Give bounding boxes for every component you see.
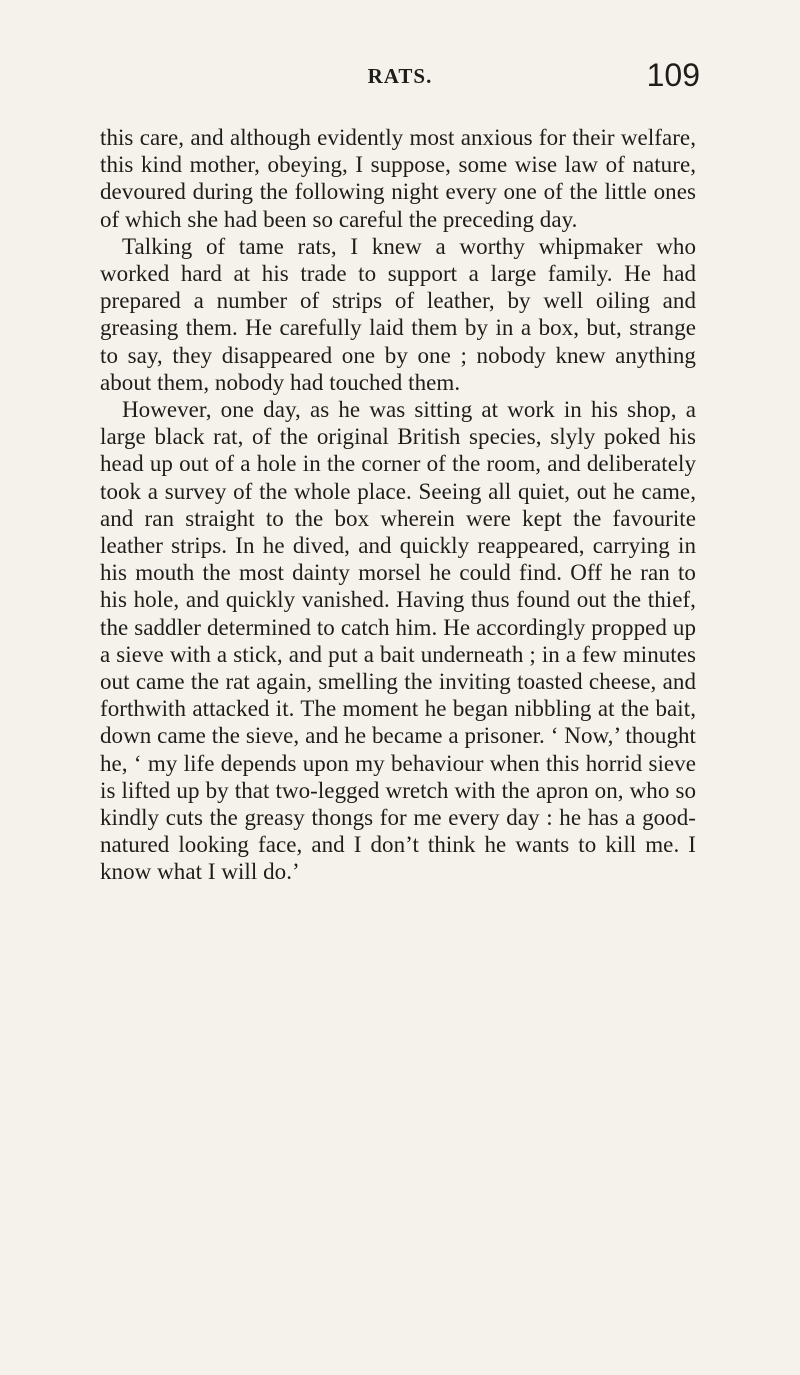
paragraph-3: However, one day, as he was sitting at work in his shop, a large black rat, of the original British species, slyly poked his head up out of a hole in the corner of the room, and deliberately took a survey of the whole place. Seeing all quiet, out he came, and ran straight to the box wherein were kept the favourite leather strips. In he dived, and quickly reappeared, carrying in his mouth the most dainty morsel he could find. Off he ran to his hole, and quickly vanished. Having thus found out the thief, the saddler determined to catch him. He accordingly propped up a sieve with a stick, and put a bait underneath ; in a few minutes out came the rat again, smelling the inviting toasted cheese, and forthwith attacked it. The moment he began nibbling at the bait, down came the sieve, and he became a prisoner. ‘ Now,’ thought he, ‘ my life depends upon my behaviour when this horrid sieve is lifted up by that two-legged wretch with the apron on, who so kindly cuts the greasy thongs for me every day : he has a good-natured looking face, and I don’t think he wants to kill me. I know what I will do.’	[100, 397, 696, 885]
page-number: 109	[646, 57, 700, 93]
running-head	[100, 50, 700, 100]
body-text	[100, 124, 696, 886]
paragraph-2: Talking of tame rats, I knew a worthy whipmaker who worked hard at his trade to support a large family. He had prepared a number of strips of leather, by well oiling and greasing them. He carefully laid them by in a box, but, strange to say, they disappeared one by one ; nobody knew anything about them, nobody had touched them.	[100, 233, 696, 395]
paragraph-1: this care, and although evidently most anxious for their welfare, this kind mother, obeying, I suppose, some wise law of nature, devoured during the following night every one of the little ones of which she had been so careful the preceding day.	[100, 125, 696, 232]
running-title: RATS.	[367, 64, 433, 88]
